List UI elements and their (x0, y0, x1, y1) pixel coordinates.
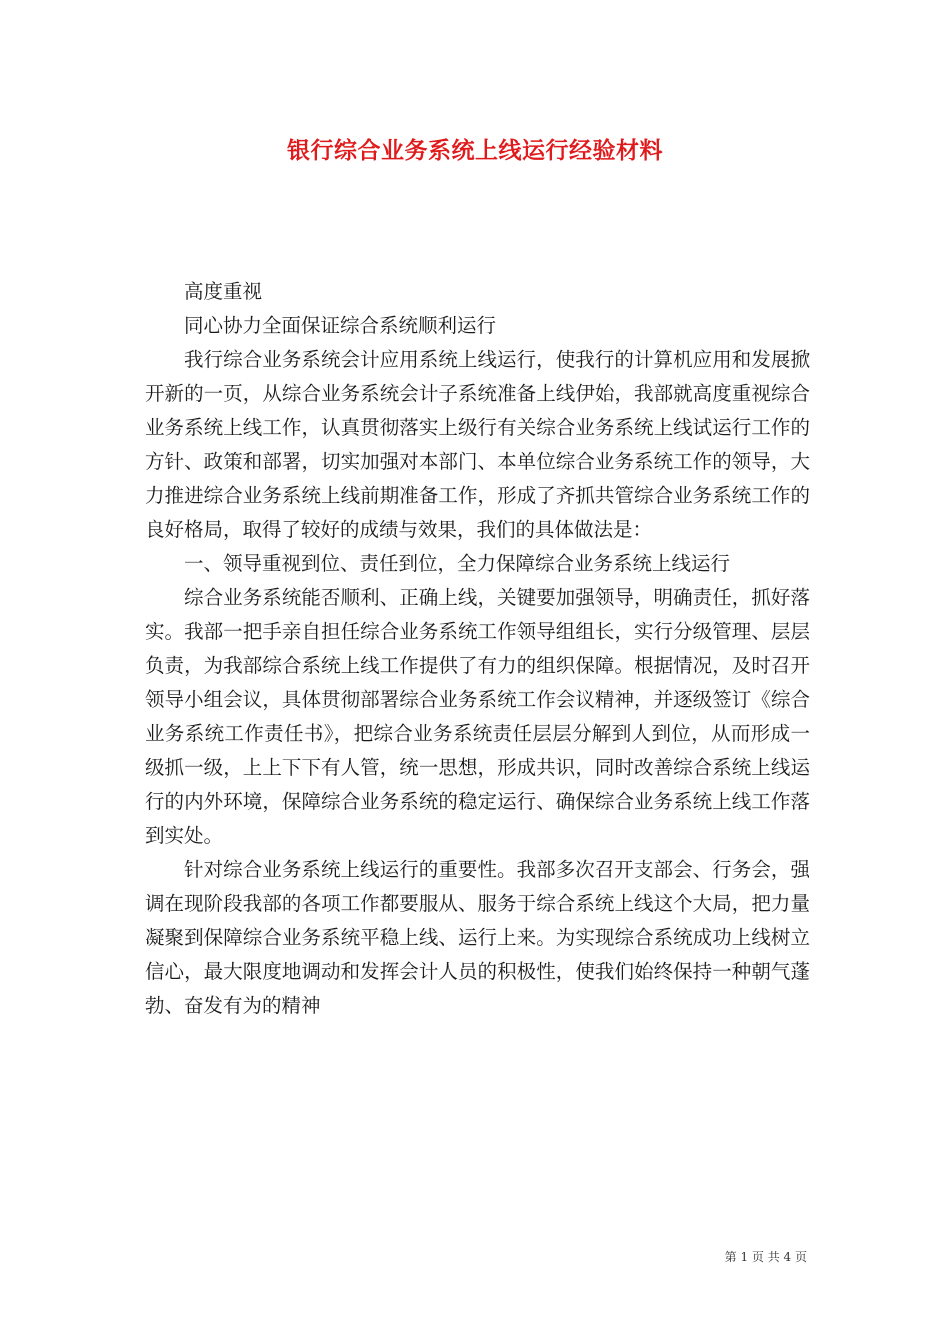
heading-line-1: 高度重视 (184, 280, 263, 303)
body-paragraph: 针对综合业务系统上线运行的重要性。我部多次召开支部会、行务会，强调在现阶段我部的各项工作都要服从、服务于综合系统上线这个大局，把力量凝聚到保障综合业务系统平稳上线、运行上来。为实现综合系统成功上线树立信心，最大限度地调动和发挥会计人员的积极性，使我们始终保持一种朝气蓬勃、奋发有为的精神 (145, 858, 810, 1017)
section-heading: 一、领导重视到位、责任到位，全力保障综合业务系统上线运行 (184, 552, 731, 575)
body-paragraph: 综合业务系统能否顺利、正确上线，关键要加强领导，明确责任，抓好落实。我部一把手亲自担任综合业务系统工作领导组组长，实行分级管理、层层负责，为我部综合系统上线工作提供了有力的组织保障。根据情况，及时召开领导小组会议，具体贯彻部署综合业务系统工作会议精神，并逐级签订《综合业务系统工作责任书》，把综合业务系统责任层层分解到人到位，从而形成一级抓一级，上上下下有人管，统一思想，形成共识，同时改善综合系统上线运行的内外环境，保障综合业务系统的稳定运行、确保综合业务系统上线工作落到实处。 (145, 586, 810, 847)
document-title: 银行综合业务系统上线运行经验材料 (287, 137, 663, 164)
document-body (145, 275, 810, 1023)
page-number: 第 1 页 共 4 页 (724, 1250, 807, 1264)
heading-line-2: 同心协力全面保证综合系统顺利运行 (184, 314, 497, 337)
body-paragraph: 我行综合业务系统会计应用系统上线运行，使我行的计算机应用和发展掀开新的一页，从综合业务系统会计子系统准备上线伊始，我部就高度重视综合业务系统上线工作，认真贯彻落实上级行有关综合业务系统上线试运行工作的方针、政策和部署，切实加强对本部门、本单位综合业务系统工作的领导，大力推进综合业务系统上线前期准备工作，形成了齐抓共管综合业务系统工作的良好格局，取得了较好的成绩与效果，我们的具体做法是： (145, 348, 810, 541)
